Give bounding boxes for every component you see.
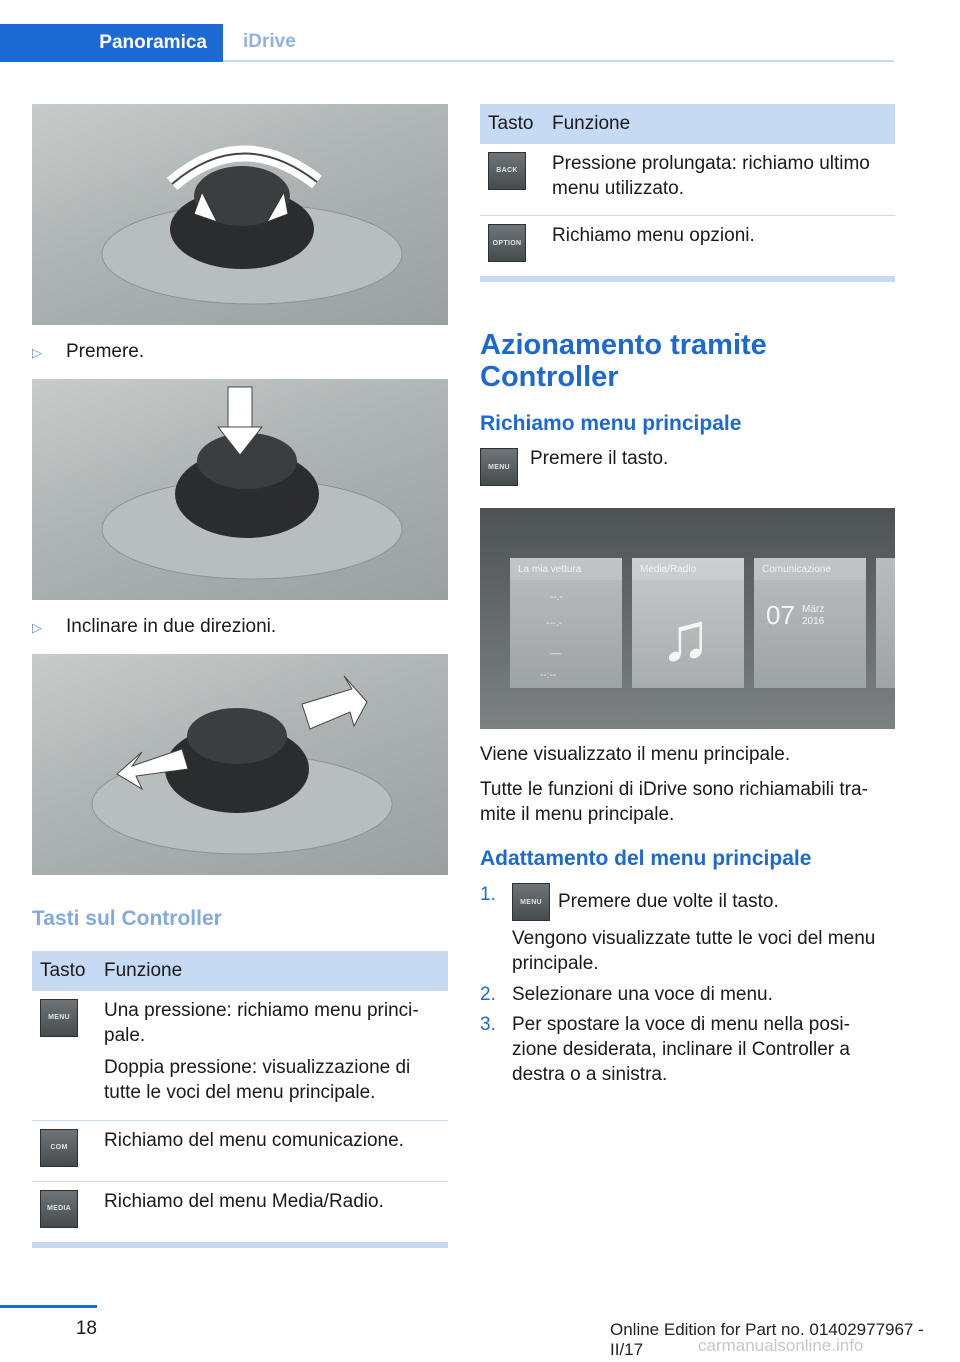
menu-key-icon: MENU	[40, 999, 78, 1037]
table-row: OPTION Richiamo menu opzioni.	[480, 216, 895, 280]
edition-label: Online Edition for Part no. 01402977967 - II/17	[610, 1320, 924, 1359]
paragraph-all-functions: Tutte le funzioni di iDrive sono richiamabili tra-mite il menu principale.	[480, 778, 868, 825]
com-key-icon: COM	[40, 1129, 78, 1167]
steps-list	[480, 883, 895, 1087]
page-header	[0, 0, 960, 62]
triangle-bullet-icon: ▷	[32, 620, 42, 635]
subtitle-adapt-menu: Adattamento del menu principale	[480, 847, 812, 871]
tile-vehicle-label: La mia vettura	[510, 558, 622, 580]
call-menu-row: MENU Premere il tasto.	[480, 448, 895, 486]
list-item: 3. Per spostare la voce di menu nella posi-zione desiderata, inclinare il Controller a destra o a sinistra.	[480, 1014, 850, 1085]
watermark: carmanualsonline.info	[698, 1336, 864, 1355]
bullet-tilt: ▷ Inclinare in due direzioni.	[32, 616, 277, 637]
section-title-buttons: Tasti sul Controller	[32, 907, 222, 930]
table-header-key: Tasto	[32, 951, 96, 991]
keys-table-left	[32, 951, 448, 1248]
table-header-key: Tasto	[480, 104, 544, 144]
menu-key-icon: MENU	[512, 883, 550, 921]
tile-partial	[876, 558, 895, 688]
triangle-bullet-icon: ▷	[32, 345, 42, 360]
controller-press-photo	[32, 379, 448, 600]
paragraph-main-menu-shown: Viene visualizzato il menu principale.	[480, 744, 791, 766]
media-key-icon: MEDIA	[40, 1190, 78, 1228]
controller-tilt-photo	[32, 654, 448, 875]
left-column	[32, 104, 448, 1248]
tile-communication-label: Comunicazione	[754, 558, 866, 580]
table-header-function: Funzione	[96, 951, 448, 991]
option-key-icon: OPTION	[488, 224, 526, 262]
menu-key-icon: MENU	[480, 448, 518, 486]
readout-4: --:--	[540, 670, 557, 682]
readout-2: ---.-	[546, 618, 563, 630]
table-row: COM Richiamo del menu comunicazione.	[32, 1120, 448, 1181]
header-tab-section[interactable]: Panoramica	[0, 24, 223, 62]
keys-table-right	[480, 104, 895, 282]
table-row: MENU Una pressione: richiamo menu princi-pale. Doppia pressione: visualizzazione di tutte le voci del menu principale.	[32, 991, 448, 1120]
footer-rule	[0, 1305, 97, 1308]
readout-1: --.-	[550, 592, 563, 604]
list-item: 2. Selezionare una voce di menu.	[480, 983, 773, 1005]
bullet-press: ▷ Premere.	[32, 341, 145, 362]
header-tab-chapter[interactable]: iDrive	[223, 24, 894, 62]
tile-media-label: Media/Radio	[632, 558, 744, 580]
controller-rotate-photo	[32, 104, 448, 325]
subtitle-call-main-menu: Richiamo menu principale	[480, 412, 742, 436]
back-key-icon: BACK	[488, 152, 526, 190]
table-row: MEDIA Richiamo del menu Media/Radio.	[32, 1181, 448, 1245]
idrive-main-menu-screen	[480, 508, 895, 729]
right-column	[480, 104, 895, 1093]
date-day: 07	[766, 600, 795, 631]
date-month: März	[802, 604, 825, 616]
list-item: 1. MENU Premere due volte il tasto. Vengono visualizzate tutte le voci del menu principale.	[480, 884, 876, 974]
readout-3: __	[550, 644, 562, 656]
table-row: BACK Pressione prolungata: richiamo ultimo menu utilizzato.	[480, 144, 895, 216]
date-year: 2016	[802, 616, 825, 628]
music-note-icon: ♫	[660, 599, 711, 676]
table-header-function: Funzione	[544, 104, 895, 144]
page-number: 18	[75, 1318, 97, 1339]
main-title: Azionamento tramite Controller	[480, 329, 767, 394]
